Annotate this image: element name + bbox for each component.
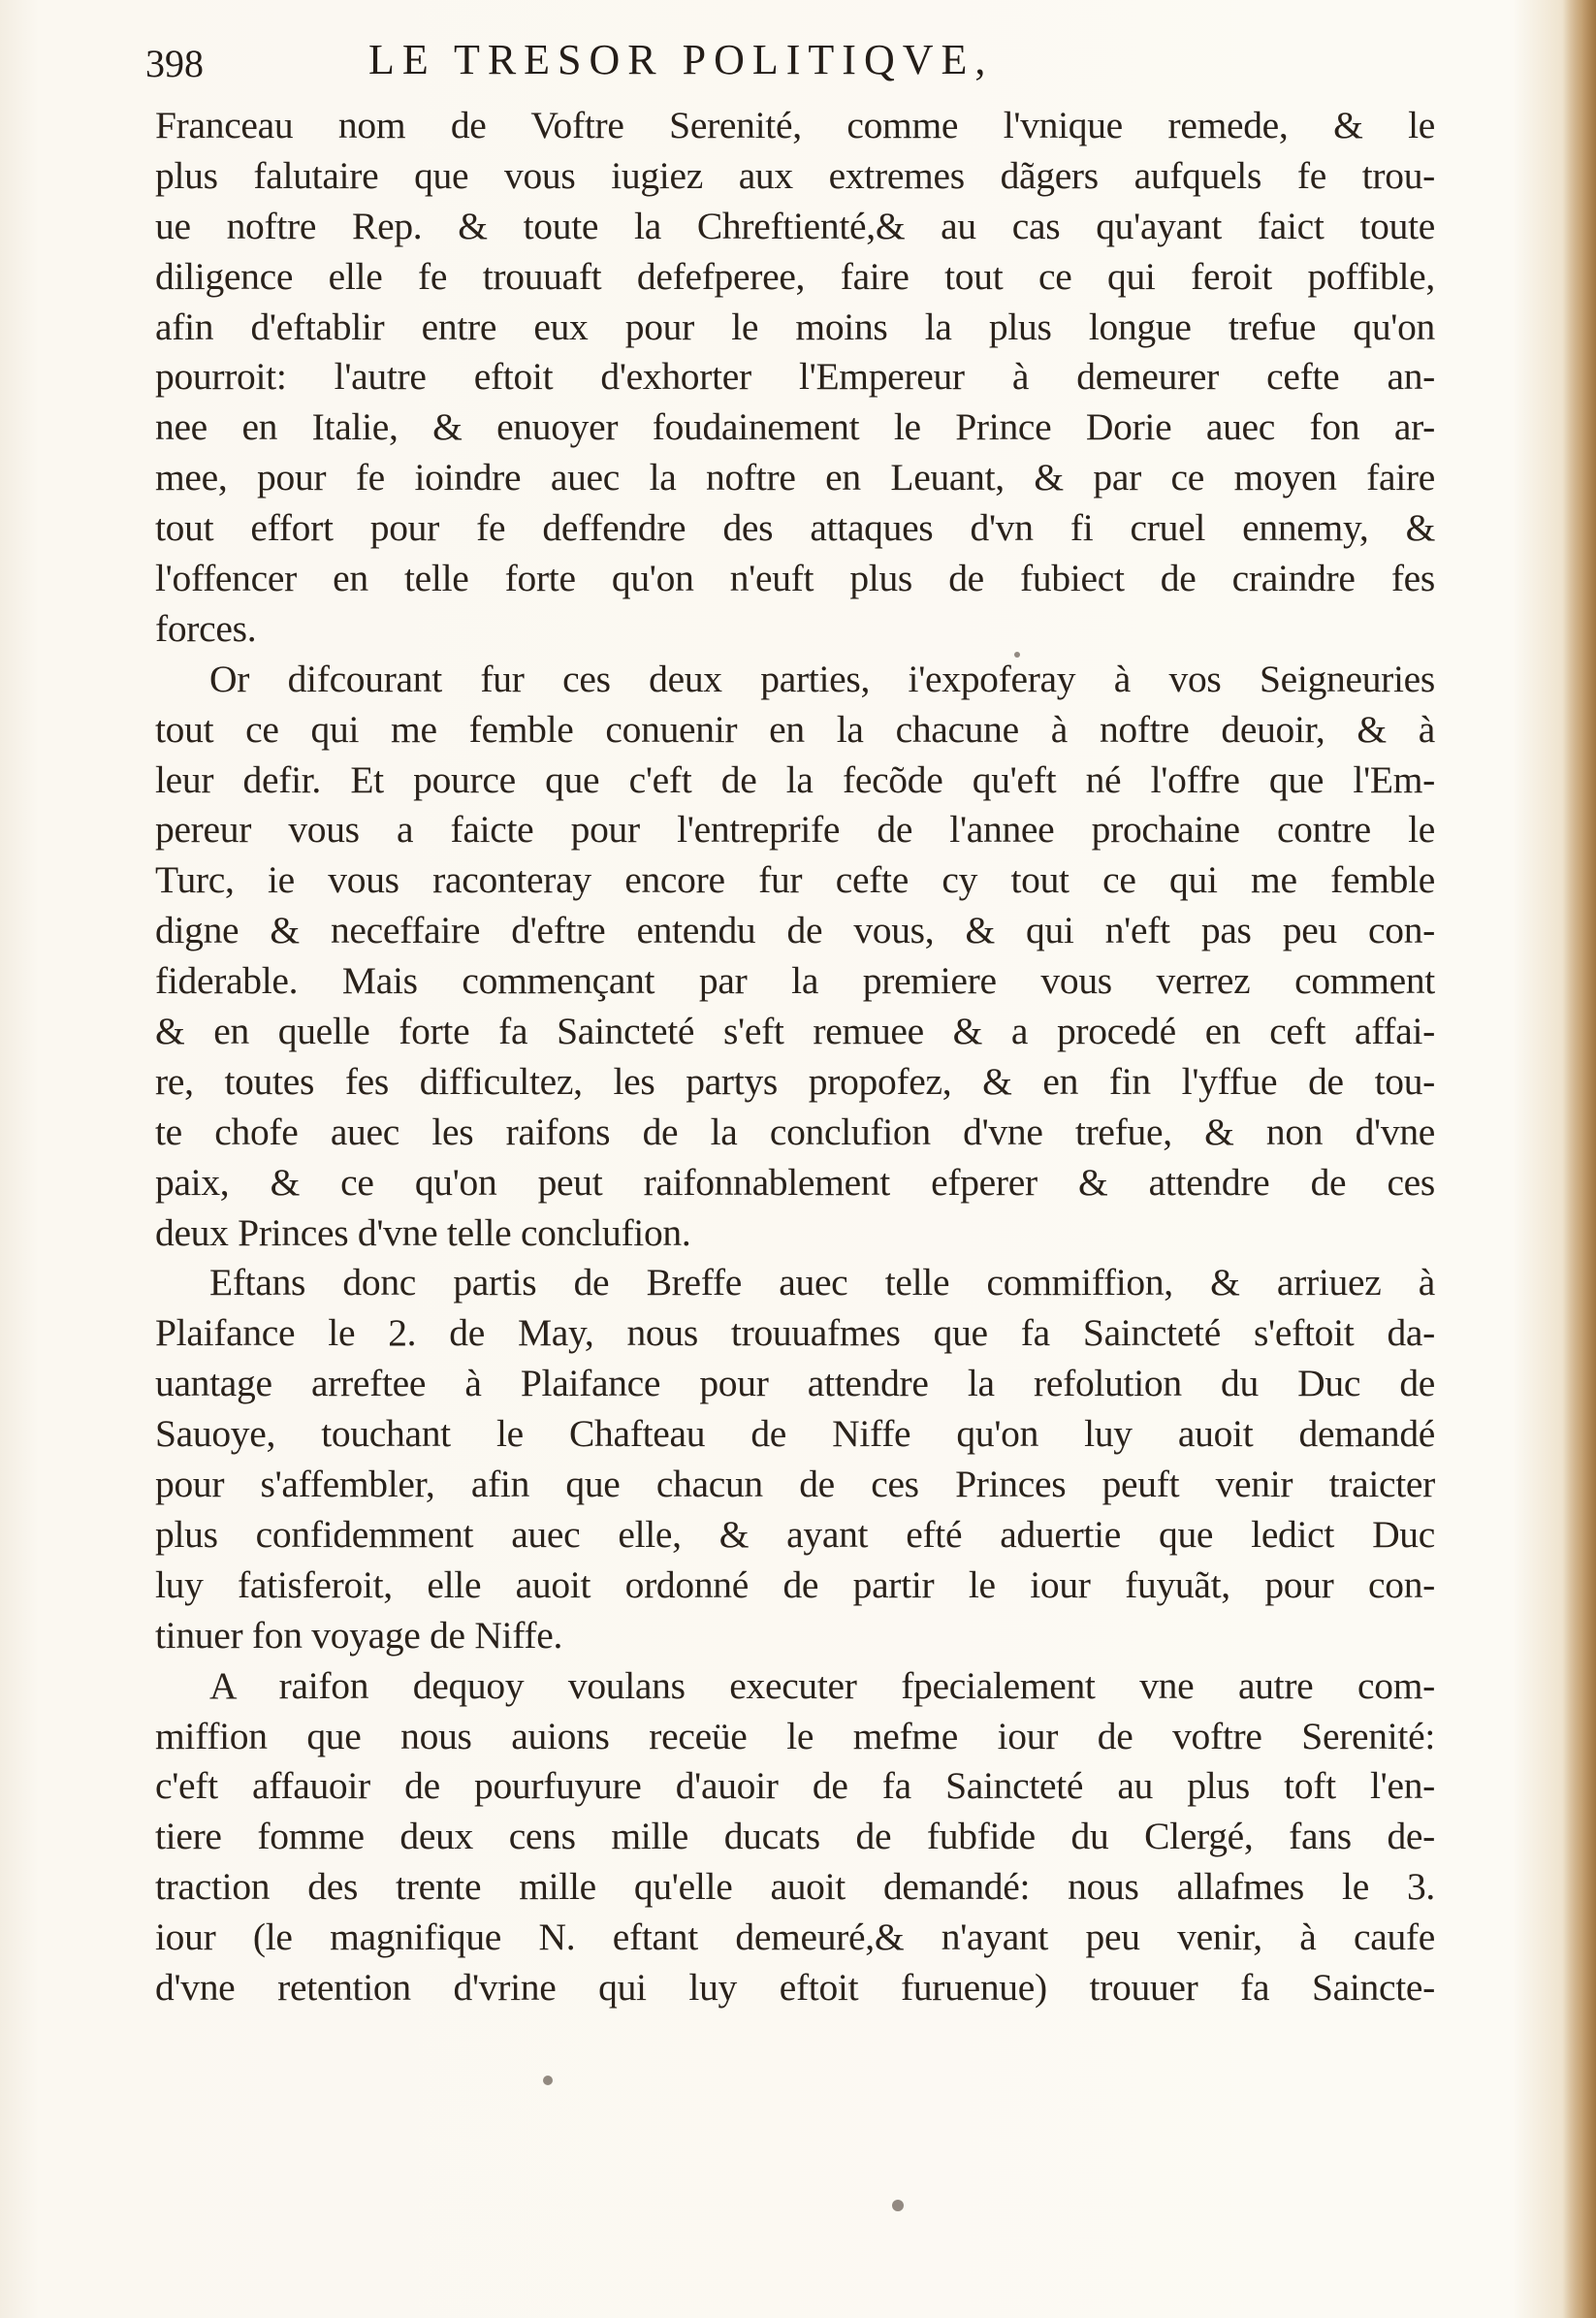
text-line: plus falutaire que vous iugiez aux extremes dãgers aufquels fe trou- xyxy=(155,153,1435,197)
text-line: mee, pour fe ioindre auec la noftre en Leuant, & par ce moyen faire xyxy=(155,456,1435,499)
text-line: pourroit: l'autre eftoit d'exhorter l'Empereur à demeurer cefte an- xyxy=(155,355,1435,399)
page-edge-shadow xyxy=(1563,0,1596,2318)
body-text xyxy=(155,101,1435,2013)
text-line: Franceau nom de Voftre Serenité, comme l'vnique remede, & le xyxy=(155,104,1435,146)
paragraph-start: A raifon dequoy voulans executer fpecialement vne autre com- xyxy=(209,1663,1435,1707)
text-line: iour (le magnifique N. eftant demeuré,& n'ayant peu venir, à caufe xyxy=(155,1916,1435,1959)
text-line: l'offencer en telle forte qu'on n'euft plus de fubiect de craindre fes xyxy=(155,557,1435,600)
text-line: te chofe auec les raifons de la conclufion d'vne trefue, & non d'vne xyxy=(155,1110,1435,1153)
paragraph-start: Eftans donc partis de Breffe auec telle commiffion, & arriuez à xyxy=(209,1261,1435,1304)
running-head xyxy=(145,35,1454,93)
text-line: re, toutes fes difficultez, les partys propofez, & en fin l'yffue de tou- xyxy=(155,1059,1435,1103)
text-line: tout effort pour fe deffendre des attaques d'vn fi cruel ennemy, & xyxy=(155,506,1435,550)
text-line: d'vne retention d'vrine qui luy eftoit furuenue) trouuer fa Saincte- xyxy=(155,1965,1435,2009)
text-line: Plaifance le 2. de May, nous trouuafmes que fa Saincteté s'eftoit da- xyxy=(155,1311,1435,1355)
text-line: Turc, ie vous raconteray encore fur cefte cy tout ce qui me femble xyxy=(155,858,1435,902)
text-line: digne & neceffaire d'eftre entendu de vous, & qui n'eft pas peu con- xyxy=(155,909,1435,952)
text-line: c'eft affauoir de pourfuyure d'auoir de fa Saincteté au plus toft l'en- xyxy=(155,1764,1435,1808)
text-line: pereur vous a faicte pour l'entreprife de l'annee prochaine contre le xyxy=(155,808,1435,852)
text-line: tiere fomme deux cens mille ducats de fubfide du Clergé, fans de- xyxy=(155,1815,1435,1858)
text-line: deux Princes d'vne telle conclufion. xyxy=(155,1210,691,1254)
text-line: tout ce qui me femble conuenir en la chacune à noftre deuoir, & à xyxy=(155,707,1435,751)
text-line: plus confidemment auec elle, & ayant efté aduertie que ledict Duc xyxy=(155,1512,1435,1556)
text-line: fiderable. Mais commençant par la premiere vous verrez comment xyxy=(155,959,1435,1003)
text-line: & en quelle forte fa Saincteté s'eft remuee & a procedé en ceft affai- xyxy=(155,1010,1435,1053)
text-line: nee en Italie, & enuoyer foudainement le Prince Dorie auec fon ar- xyxy=(155,405,1435,449)
text-line: leur defir. Et pource que c'eft de la fecõde qu'eft né l'offre que l'Em- xyxy=(155,757,1435,801)
text-line: miffion que nous auions receüe le mefme iour de voftre Serenité: xyxy=(155,1714,1435,1757)
running-title: LE TRESOR POLITIQVE, xyxy=(368,36,994,83)
ink-spot xyxy=(892,2200,904,2211)
text-line: paix, & ce qu'on peut raifonnablement efperer & attendre de ces xyxy=(155,1160,1435,1204)
text-line: ue noftre Rep. & toute la Chreftienté,& au cas qu'ayant faict toute xyxy=(155,204,1435,247)
text-line: diligence elle fe trouuaft defefperee, faire tout ce qui feroit poffible, xyxy=(155,254,1435,298)
text-line: tinuer fon voyage de Niffe. xyxy=(155,1613,563,1657)
text-line: traction des trente mille qu'elle auoit demandé: nous allafmes le 3. xyxy=(155,1865,1435,1909)
text-line: pour s'affembler, afin que chacun de ces Princes peuft venir traicter xyxy=(155,1463,1435,1506)
page-number: 398 xyxy=(145,42,204,85)
text-line: forces. xyxy=(155,606,257,650)
paragraph-start: Or difcourant fur ces deux parties, i'expoferay à vos Seigneuries xyxy=(209,657,1435,700)
ink-spot xyxy=(1014,652,1020,658)
ink-spot xyxy=(543,2076,553,2085)
text-line: Sauoye, touchant le Chafteau de Niffe qu'on luy auoit demandé xyxy=(155,1412,1435,1456)
text-line: luy fatisferoit, elle auoit ordonné de partir le iour fuyuãt, pour con- xyxy=(155,1562,1435,1606)
text-line: afin d'eftablir entre eux pour le moins la plus longue trefue qu'on xyxy=(155,305,1435,348)
text-line: uantage arreftee à Plaifance pour attendre la refolution du Duc de xyxy=(155,1362,1435,1405)
